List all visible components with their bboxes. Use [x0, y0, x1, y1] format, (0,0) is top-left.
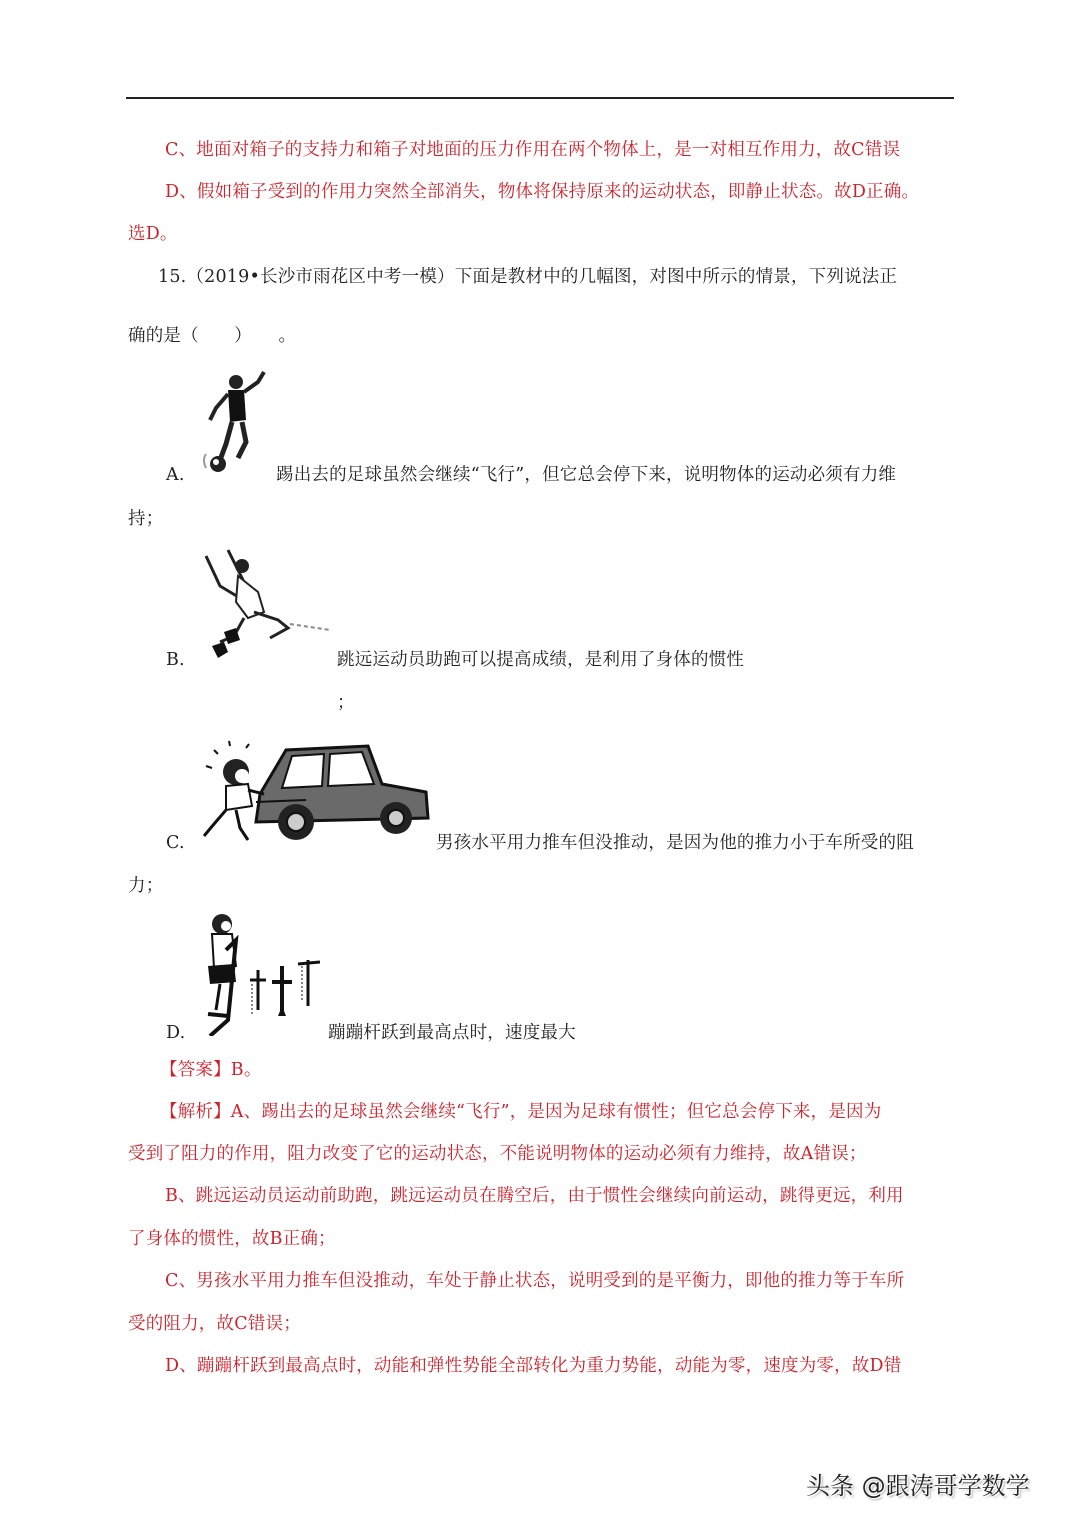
prev-answer-d: D、假如箱子受到的作用力突然全部消失，物体将保持原来的运动状态，即静止状态。故D正确。: [165, 182, 920, 202]
long-jumper-figure: [198, 546, 333, 664]
analysis-line6: 受的阻力，故C错误；: [128, 1314, 301, 1334]
option-d-letter: D.: [166, 1023, 186, 1043]
analysis-line3: B、跳远运动员运动前助跑，跳远运动员在腾空后，由于惯性会继续向前运动，跳得更远，利用: [165, 1186, 904, 1206]
analysis-line2: 受到了阻力的作用，阻力改变了它的运动状态，不能说明物体的运动必须有力维持，故A错误；: [128, 1144, 867, 1164]
option-b-text: 跳远运动员助跑可以提高成绩，是利用了身体的惯性: [337, 650, 745, 670]
option-a-text: 踢出去的足球虽然会继续“飞行”，但它总会停下来，说明物体的运动必须有力维: [276, 465, 897, 485]
option-b-cont: ；: [337, 693, 355, 713]
header-rule: [126, 97, 954, 99]
analysis-line5: C、男孩水平用力推车但没推动，车处于静止状态，说明受到的是平衡力，即他的推力等于车所: [165, 1271, 905, 1291]
boy-pushing-car-figure: [196, 736, 432, 846]
prev-answer-c: C、地面对箱子的支持力和箱子对地面的压力作用在两个物体上，是一对相互作用力，故C错误: [165, 140, 901, 160]
pogo-stick-figure: [192, 910, 328, 1036]
analysis-line1: 【解析】A、踢出去的足球虽然会继续“飞行”，是因为足球有惯性；但它总会停下来，是因为: [160, 1102, 882, 1122]
option-a-letter: A.: [166, 465, 185, 485]
option-c-cont: 力；: [128, 876, 164, 896]
question-stem-line1: 15.（2019•长沙市雨花区中考一模）下面是教材中的几幅图，对图中所示的情景，下列说法正: [158, 267, 898, 287]
answer-label: 【答案】B。: [160, 1060, 262, 1080]
soccer-player-figure: [198, 368, 274, 476]
watermark: 头条 @跟涛哥学数学: [806, 1472, 1030, 1500]
analysis-line7: D、蹦蹦杆跃到最高点时，动能和弹性势能全部转化为重力势能，动能为零，速度为零，故D错: [165, 1356, 902, 1376]
option-d-text: 蹦蹦杆跃到最高点时，速度最大: [328, 1023, 576, 1043]
prev-answer-choice: 选D。: [128, 224, 178, 244]
question-stem-line2: 确的是（ ） 。: [128, 326, 297, 346]
analysis-line4: 了身体的惯性，故B正确；: [128, 1229, 336, 1249]
option-b-letter: B.: [166, 650, 185, 670]
option-c-text: 男孩水平用力推车但没推动，是因为他的推力小于车所受的阻: [436, 833, 914, 853]
option-c-letter: C.: [166, 833, 185, 853]
option-a-cont: 持；: [128, 509, 164, 529]
